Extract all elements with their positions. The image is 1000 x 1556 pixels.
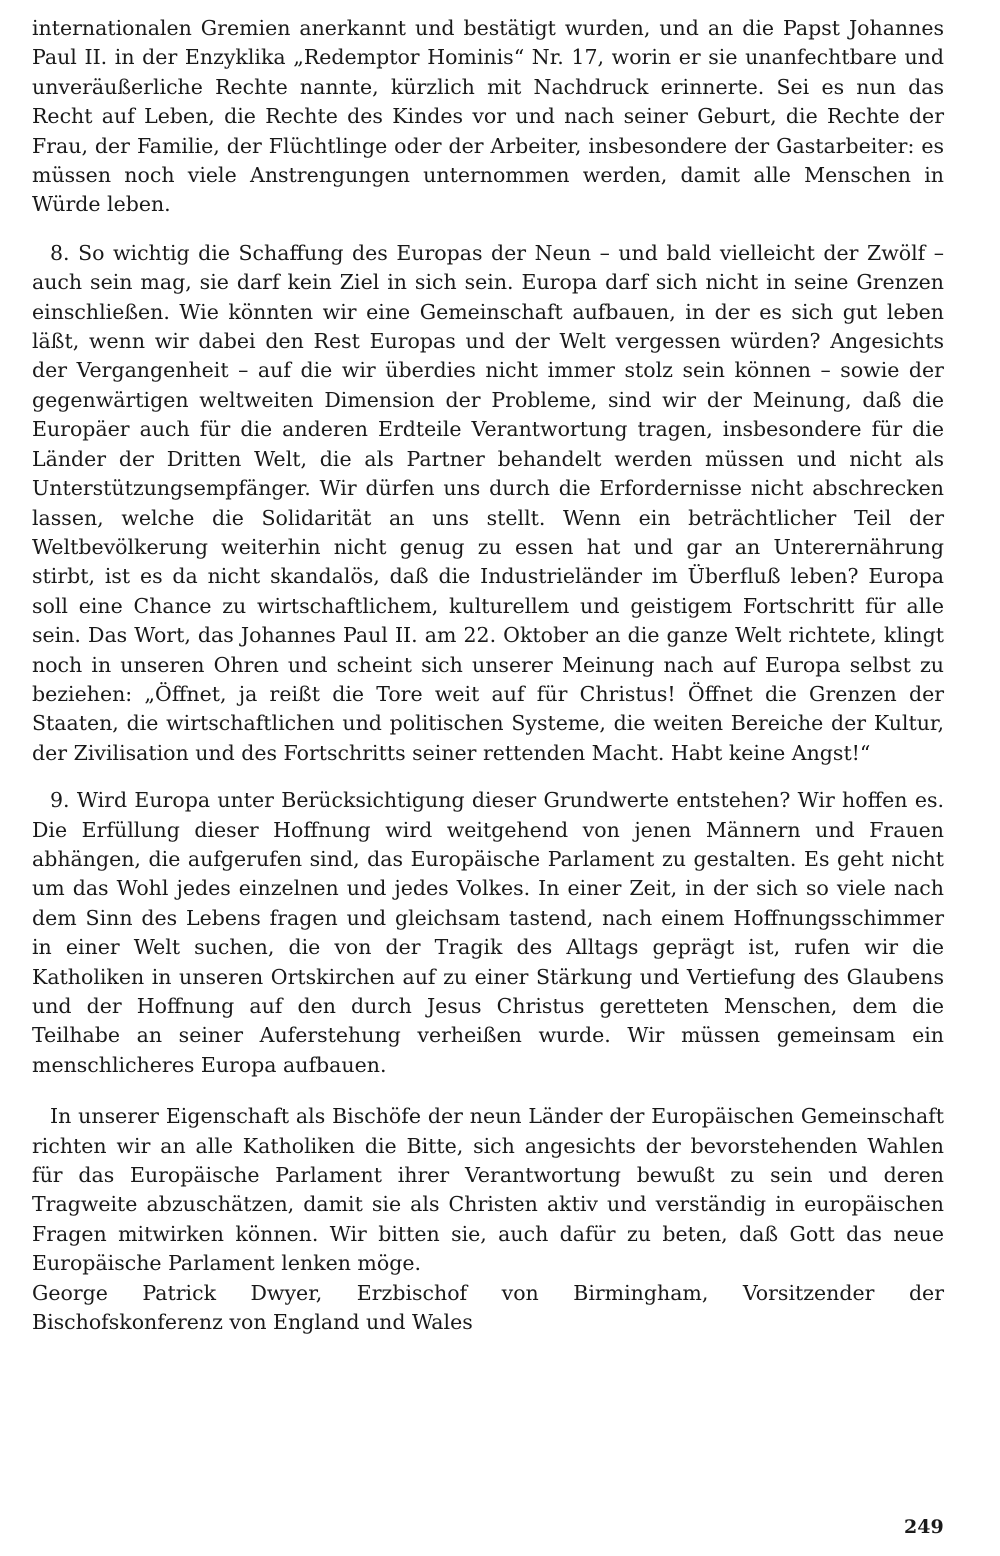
document-page [32, 14, 944, 1337]
paragraph-9: 9. Wird Europa unter Berücksichtigung dieser Grundwerte entstehen? Wir hoffen es. Die Erfüllung dieser Hoffnung wird weitgehend von jenen Männern und Frauen abhängen, die aufgerufen sind, das Europäische Parlament zu gestalten. Es geht nicht um das Wohl jedes einzelnen und jedes Volkes. In einer Zeit, in der sich so viele nach dem Sinn des Lebens fragen und gleichsam tastend, nach einem Hoffnungsschimmer in einer Welt suchen, die von der Tragik des Alltags geprägt ist, rufen wir die Katholiken in unseren Ortskirchen auf zu einer Stärkung und Vertiefung des Glaubens und der Hoffnung auf den durch Jesus Christus geretteten Menschen, dem die Teilhabe an seiner Auferstehung verheißen wurde. Wir müssen gemeinsam ein menschlicheres Europa aufbauen. [32, 788, 944, 1077]
paragraph-8: 8. So wichtig die Schaffung des Europas der Neun – und bald vielleicht der Zwölf – auch sein mag, sie darf kein Ziel in sich sein. Europa darf sich nicht in seine Grenzen einschließen. Wie könnten wir eine Gemeinschaft aufbauen, in der es sich gut leben läßt, wenn wir dabei den Rest Europas und der Welt vergessen würden? Angesichts der Vergangenheit – auf die wir überdies nicht immer stolz sein können – sowie der gegenwärtigen weltweiten Dimension der Probleme, sind wir der Meinung, daß die Europäer auch für die anderen Erdteile Verantwortung tragen, insbesondere für die Länder der Dritten Welt, die als Partner behandelt werden müssen und nicht als Unterstützungsempfänger. Wir dürfen uns durch die Erfordernisse nicht abschrecken lassen, welche die Solidarität an uns stellt. Wenn ein beträchtlicher Teil der Weltbevölkerung weiterhin nicht genug zu essen hat und gar an Unterernährung stirbt, ist es da nicht skandalös, daß die Industrieländer im Überfluß leben? Europa soll eine Chance zu wirtschaftlichem, kulturellem und geistigem Fortschritt für alle sein. Das Wort, das Johannes Paul II. am 22. Oktober an die ganze Welt richtete, klingt noch in unseren Ohren und scheint sich unserer Meinung nach auf Europa selbst zu beziehen: „Öffnet, ja reißt die Tore weit auf für Christus! Öffnet die Grenzen der Staaten, die wirtschaftlichen und politischen Systeme, die weiten Bereiche der Kultur, der Zivilisation und des Fortschritts seiner rettenden Macht. Habt keine Angst!“ [32, 240, 944, 765]
signature: George Patrick Dwyer, Erzbischof von Birmingham, Vorsitzender der Bischofskonferenz von England und Wales [32, 1280, 944, 1335]
page-number: 249 [904, 1516, 944, 1538]
paragraph-closing-appeal: In unserer Eigenschaft als Bischöfe der neun Länder der Europäischen Gemeinschaft richten wir an alle Katholiken die Bitte, sich angesichts der bevorstehenden Wahlen für das Europäische Parlament ihrer Verantwortung bewußt zu sein und deren Tragweite abzuschätzen, damit sie als Christen aktiv und verständig in europäischen Fragen mitwirken können. Wir bitten sie, auch dafür zu beten, daß Gott das neue Europäische Parlament lenken möge. [32, 1104, 944, 1276]
paragraph-continuation: internationalen Gremien anerkannt und bestätigt wurden, und an die Papst Johannes Paul II. in der Enzyklika „Redemptor Hominis“ Nr. 17, worin er sie unanfechtbare und unveräußerliche Rechte nannte, kürzlich mit Nachdruck erinnerte. Sei es nun das Recht auf Leben, die Rechte des Kindes vor und nach seiner Geburt, die Rechte der Frau, der Familie, der Flüchtlinge oder der Arbeiter, insbesondere der Gastarbeiter: es müssen noch viele Anstrengungen unternommen werden, damit alle Menschen in Würde leben. [32, 16, 944, 217]
